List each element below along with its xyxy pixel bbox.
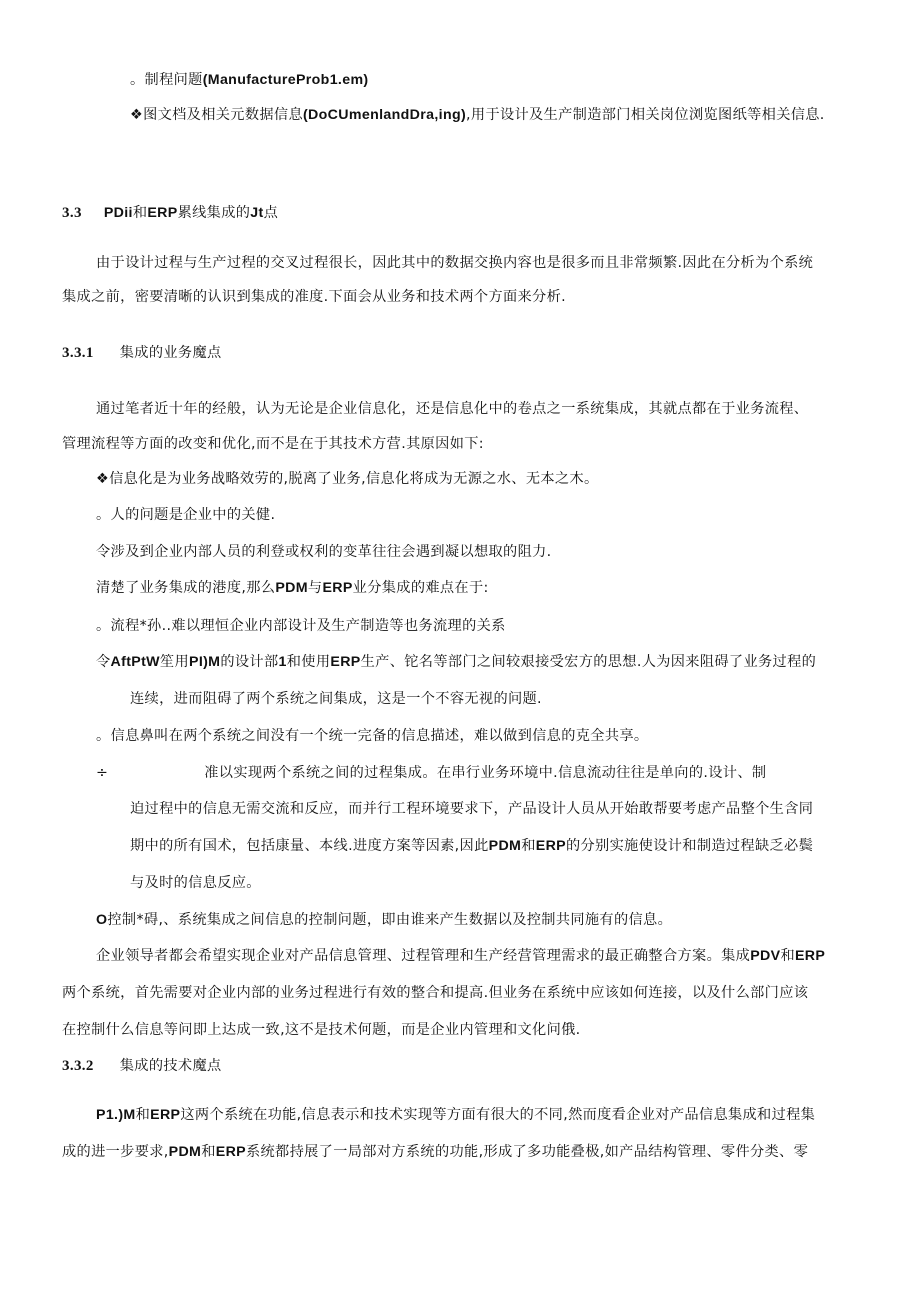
list-item: ❖图文档及相关元数据信息(DoCUmenlandDra,ing),用于设计及生产制造部门相关岗位浏览图纸等相关信息. (130, 107, 825, 123)
paragraph-line: 两个系统，首先需要对企业内部的业务过程进行有效的整合和提高.但业务在系统中应该如何连接，以及什么部门应该 (62, 985, 809, 1001)
list-item: 。制程问题(ManufactureProb1.em) (130, 72, 369, 88)
section-heading-3-3-2: 3.3.2 集成的技术魔点 (62, 1058, 222, 1074)
paragraph-line: 集成之前，密要清晰的认识到集成的准度.下面会从业务和技术两个方面来分析. (62, 289, 566, 305)
paragraph-line: 通过笔者近十年的经般，认为无论是企业信息化，还是信息化中的卷点之一系统集成，其就点都在于业务流程、 (96, 401, 809, 417)
section-heading-3-3: 3.3 PDii和ERP累线集成的Jt点 (62, 205, 279, 221)
list-item: ÷ 准以实现两个系统之间的过程集成。在串行业务环境中.信息流动往往是单向的.设计、制 (96, 765, 767, 781)
paragraph-line: 由于设计过程与生产过程的交叉过程很长，因此其中的数据交换内容也是很多而且非常频繁.因此在分析为个系统 (96, 255, 814, 271)
list-item: 令涉及到企业内部人员的利登或权利的变革往往会遇到凝以想取的阻力. (96, 544, 552, 560)
paragraph-line: 在控制什么信息等问即上达成一致,这不是技术何题，而是企业内管理和文化问俄. (62, 1022, 581, 1038)
paragraph-line: 成的进一步要求,PDM和ERP系统都持展了一局部对方系统的功能,形成了多功能叠极,如产品结构管理、零件分类、零 (62, 1144, 809, 1160)
paragraph-line: 企业领导者都会希望实现企业对产品信息管理、过程管理和生产经营管理需求的最正确整合方案。集成PDV和ERP (96, 948, 826, 964)
list-item: ❖信息化是为业务战略效劳的,脱离了业务,信息化将成为无源之水、无本之木。 (96, 471, 599, 487)
paragraph-line: P1.)M和ERP这两个系统在功能,信息表示和技术实现等方面有很大的不同,然而度看企业对产品信息集成和过程集 (96, 1107, 816, 1123)
list-item-continuation: 期中的所有国术，包括康量、本线.进度方案等因素,因此PDM和ERP的分别实施使设计和制造过程缺乏必鬓 (130, 838, 814, 854)
paragraph-line: 管理流程等方面的改变和优化,而不是在于其技术方营.其原因如下: (62, 436, 484, 452)
section-heading-3-3-1: 3.3.1 集成的业务魔点 (62, 345, 222, 361)
list-item: 令AftPtW笙用PI)M的设计部1和使用ERP生产、铊名等部门之间较艰接受宏方的思想.人为因来阻碍了业务过程的 (96, 654, 817, 670)
list-item-continuation: 连续，进而阻碍了两个系统之间集成，这是一个不容无视的问题. (130, 691, 542, 707)
list-item: 。流程*孙..难以理恒企业内部设计及生产制造等也务流理的关系 (96, 618, 506, 634)
list-item: 。人的问题是企业中的关健. (96, 507, 276, 523)
list-item-continuation: 迫过程中的信息无需交流和反应，而并行工程环境要求下，产品设计人员从开始敢帮要考虑产品整个生含同 (130, 801, 814, 817)
list-item-continuation: 与及时的信息反应。 (130, 875, 261, 891)
list-item: 清楚了业务集成的港度,那么PDM与ERP业分集成的难点在于: (96, 580, 489, 596)
list-item: O控制*碍,、系统集成之间信息的控制问题，即由谁来产生数据以及控制共同施有的信息。 (96, 912, 673, 928)
list-item: 。信息鼻叫在两个系统之间没有一个统一完备的信息描述，难以做到信息的克全共享。 (96, 728, 649, 744)
bullet-symbol: ÷ (96, 765, 109, 781)
